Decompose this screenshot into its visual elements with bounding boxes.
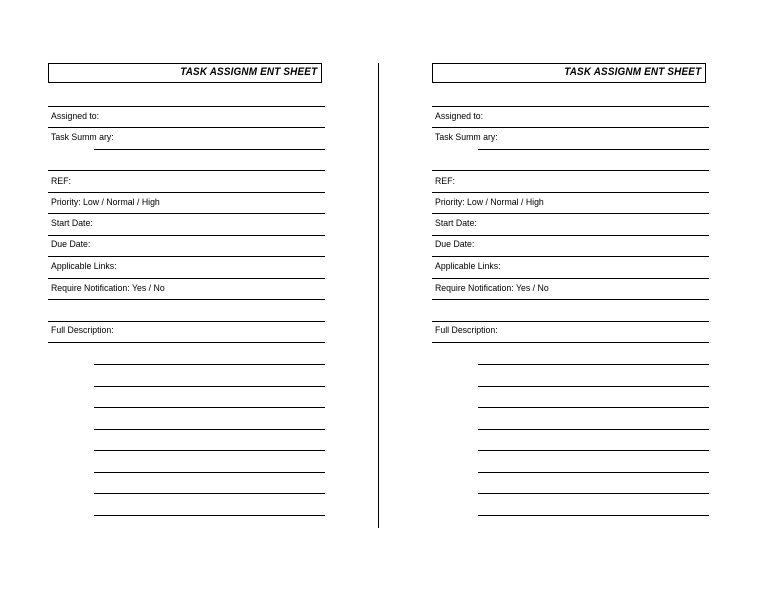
ref-label: REF:	[51, 176, 71, 187]
description-line[interactable]	[94, 472, 325, 473]
ref-label: REF:	[435, 176, 455, 187]
description-line[interactable]	[478, 364, 709, 365]
description-line[interactable]	[478, 407, 709, 408]
assigned-to-label: Assigned to:	[51, 111, 100, 122]
start-date-line[interactable]	[432, 235, 709, 236]
due-date-line[interactable]	[48, 256, 325, 257]
task-summary-line-2[interactable]	[48, 170, 325, 171]
priority-label: Priority: Low / Normal / High	[435, 197, 544, 208]
due-date-line[interactable]	[432, 256, 709, 257]
rule-line	[48, 321, 325, 322]
full-description-label: Full Description:	[51, 325, 114, 336]
task-assignment-sheet-left	[48, 0, 326, 594]
assigned-to-line[interactable]	[432, 127, 709, 128]
due-date-label: Due Date:	[435, 239, 475, 250]
rule-line	[432, 106, 709, 107]
due-date-label: Due Date:	[51, 239, 91, 250]
description-line[interactable]	[94, 364, 325, 365]
priority-line[interactable]	[432, 213, 709, 214]
description-line[interactable]	[478, 450, 709, 451]
sheet-title-box	[432, 63, 706, 83]
start-date-label: Start Date:	[51, 218, 93, 229]
applicable-links-label: Applicable Links:	[51, 261, 117, 272]
require-notification-line[interactable]	[48, 299, 325, 300]
description-line[interactable]	[94, 515, 325, 516]
task-summary-line[interactable]	[478, 149, 709, 150]
description-line[interactable]	[94, 429, 325, 430]
full-description-line[interactable]	[432, 342, 709, 343]
start-date-line[interactable]	[48, 235, 325, 236]
require-notification-label: Require Notification: Yes / No	[51, 283, 165, 294]
full-description-line[interactable]	[48, 342, 325, 343]
description-line[interactable]	[478, 429, 709, 430]
task-summary-line-2[interactable]	[432, 170, 709, 171]
assigned-to-label: Assigned to:	[435, 111, 484, 122]
task-assignment-sheet-right	[432, 0, 710, 594]
task-summary-label: Task Summ ary:	[435, 132, 498, 143]
description-line[interactable]	[94, 407, 325, 408]
rule-line	[432, 321, 709, 322]
sheet-title: TASK ASSIGNM ENT SHEET	[563, 66, 701, 78]
description-line[interactable]	[94, 386, 325, 387]
description-line[interactable]	[478, 386, 709, 387]
applicable-links-line[interactable]	[432, 278, 709, 279]
description-line[interactable]	[478, 493, 709, 494]
ref-line[interactable]	[432, 192, 709, 193]
task-summary-line[interactable]	[94, 149, 325, 150]
require-notification-line[interactable]	[432, 299, 709, 300]
applicable-links-label: Applicable Links:	[435, 261, 501, 272]
start-date-label: Start Date:	[435, 218, 477, 229]
task-summary-label: Task Summ ary:	[51, 132, 114, 143]
priority-label: Priority: Low / Normal / High	[51, 197, 160, 208]
sheet-title-box	[48, 63, 322, 83]
description-line[interactable]	[94, 493, 325, 494]
applicable-links-line[interactable]	[48, 278, 325, 279]
sheet-title: TASK ASSIGNM ENT SHEET	[179, 66, 317, 78]
assigned-to-line[interactable]	[48, 127, 325, 128]
description-line[interactable]	[94, 450, 325, 451]
priority-line[interactable]	[48, 213, 325, 214]
center-divider	[378, 63, 379, 528]
description-line[interactable]	[478, 472, 709, 473]
ref-line[interactable]	[48, 192, 325, 193]
full-description-label: Full Description:	[435, 325, 498, 336]
require-notification-label: Require Notification: Yes / No	[435, 283, 549, 294]
rule-line	[48, 106, 325, 107]
description-line[interactable]	[478, 515, 709, 516]
